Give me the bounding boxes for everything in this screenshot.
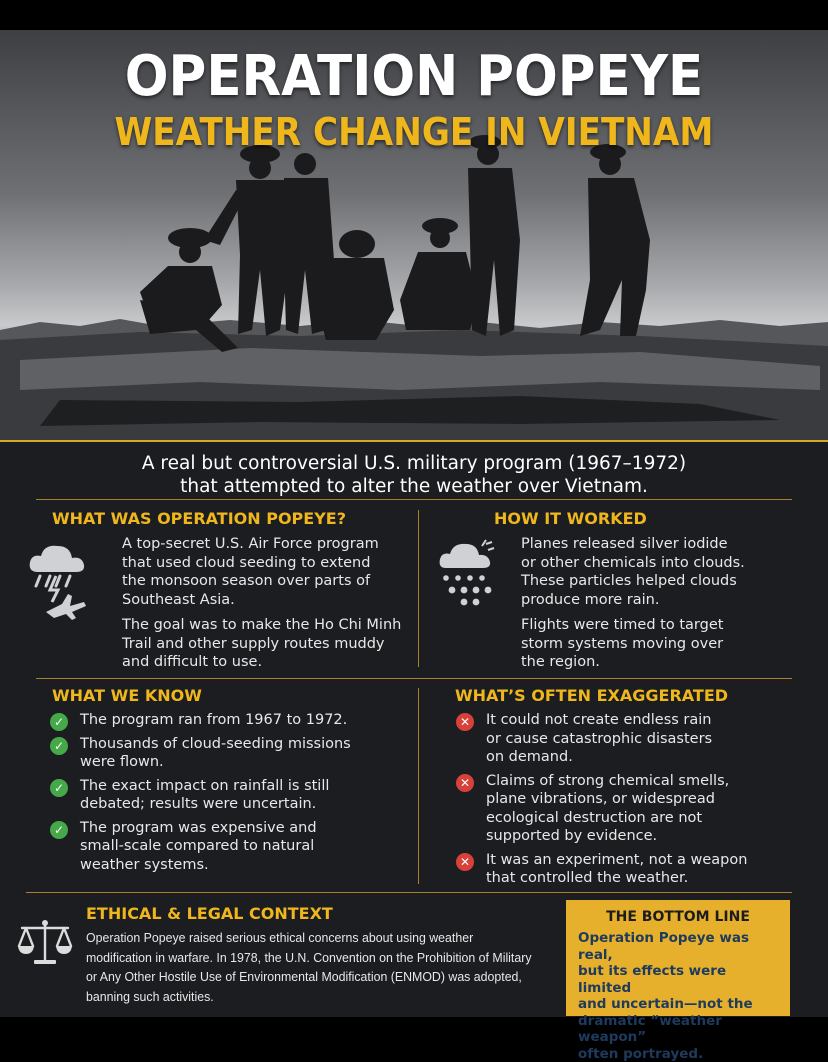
divider	[26, 892, 792, 893]
page-title: OPERATION POPEYE	[124, 44, 704, 109]
divider	[36, 678, 792, 679]
cloud-rain-drops-icon	[438, 538, 500, 618]
how-it-worked-paragraph-2: Flights were timed to target storm systems moving over the region.	[521, 617, 724, 670]
what-was-paragraph-2: The goal was to make the Ho Chi Minh Trail and other supply routes muddy and difficult to use.	[122, 617, 402, 670]
list-item: ✓ The program was expensive and small-scale compared to natural weather systems.	[50, 819, 400, 875]
check-icon: ✓	[50, 821, 68, 839]
list-item: ✕ It could not create endless rain or cause catastrophic disasters on demand.	[456, 711, 796, 767]
list-item: ✓ Thousands of cloud-seeding missions were flown.	[50, 735, 400, 772]
infographic-page	[0, 30, 828, 1062]
section-title-ethics: ETHICAL & LEGAL CONTEXT	[86, 904, 333, 923]
intro-line-2: that attempted to alter the weather over Vietnam.	[180, 476, 648, 497]
column-divider	[418, 510, 419, 667]
check-icon: ✓	[50, 713, 68, 731]
section-title-what-was: WHAT WAS OPERATION POPEYE?	[52, 509, 346, 528]
how-it-worked-paragraph-1: Planes released silver iodide or other chemicals into clouds. These particles helped clouds produce more rain.	[521, 536, 745, 608]
section-title-how-it-worked: HOW IT WORKED	[494, 509, 647, 528]
scales-of-justice-icon	[16, 918, 74, 972]
cross-icon: ✕	[456, 853, 474, 871]
page-subtitle: WEATHER CHANGE IN VIETNAM	[114, 110, 714, 154]
list-item: ✕ It was an experiment, not a weapon that controlled the weather.	[456, 851, 796, 888]
bottom-line-title: THE BOTTOM LINE	[606, 909, 750, 925]
section-title-exaggerated: WHAT’S OFTEN EXAGGERATED	[455, 686, 729, 705]
list-item: ✓ The program ran from 1967 to 1972.	[50, 711, 400, 730]
cross-icon: ✕	[456, 774, 474, 792]
intro-line-1: A real but controversial U.S. military program (1967–1972)	[141, 453, 687, 474]
what-was-paragraph-1: A top-secret U.S. Air Force program that used cloud seeding to extend the monsoon season over parts of Southeast Asia.	[122, 536, 379, 608]
check-icon: ✓	[50, 737, 68, 755]
column-divider	[418, 688, 419, 884]
section-title-what-we-know: WHAT WE KNOW	[52, 686, 202, 705]
list-item: ✕ Claims of strong chemical smells, plane vibrations, or widespread ecological destruction are not supported by evidence.	[456, 772, 796, 846]
list-item: ✓ The exact impact on rainfall is still debated; results were uncertain.	[50, 777, 400, 814]
check-icon: ✓	[50, 779, 68, 797]
divider	[36, 499, 792, 500]
ethics-paragraph: Operation Popeye raised serious ethical concerns about using weather modification in warfare. In 1978, the U.N. Convention on the Prohibition of Military or Any Other Hostile Use of Environmental Modification (ENMOD) was adopted, banning such activities.	[86, 930, 532, 1004]
bottom-line-box	[566, 900, 790, 1062]
hero-photo	[0, 30, 828, 440]
cross-icon: ✕	[456, 713, 474, 731]
exaggerated-list	[456, 711, 796, 888]
bottom-line-text: Operation Popeye was real, but its effects were limited and uncertain—not the dramatic “weather weapon” often portrayed.	[578, 930, 753, 1062]
intro-text	[0, 452, 828, 498]
divider	[0, 440, 828, 442]
storm-cloud-airplane-icon	[26, 538, 96, 626]
what-we-know-list	[50, 711, 400, 874]
